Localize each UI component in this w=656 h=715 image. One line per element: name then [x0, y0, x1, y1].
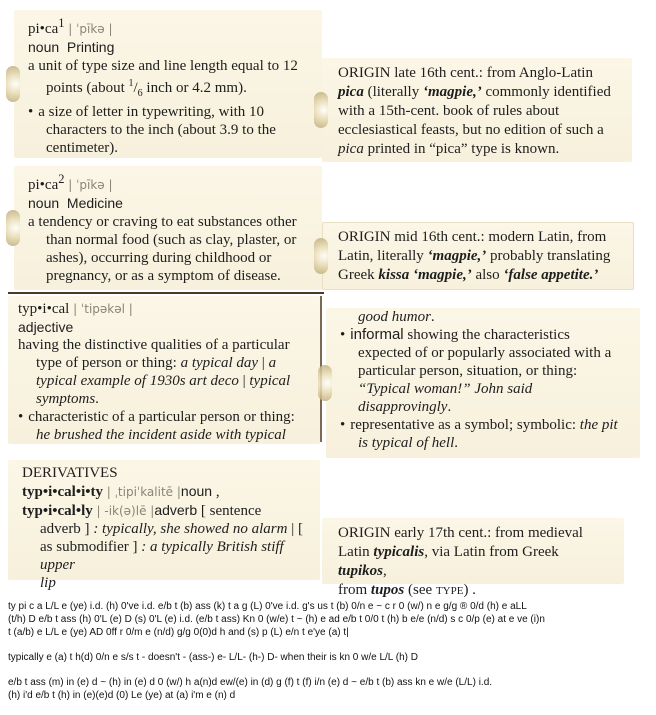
part-of-speech: noun — [28, 39, 60, 55]
headword: typ•i•cal — [18, 301, 70, 317]
pronunciation: | ˈpīkə | — [68, 178, 113, 192]
entry-typical: typ•i•cal | ˈtipəkəl | adjective having the distinctive qualities of a particular type of person or thing: a typical day | a typical example of 1930s art deco | typical symptoms. • characteristic of a particular person or thing: he brushed the incident aside with typical — [8, 296, 320, 444]
origin-label: ORIGIN — [338, 525, 391, 541]
origin-pica-2: ORIGIN mid 16th cent.: modern Latin, from Latin, literally ‘magpie,’ probably translating Greek kissa ‘magpie,’ also ‘false appetite.’ — [322, 222, 634, 290]
origin-label: ORIGIN — [338, 229, 391, 245]
part-of-speech: adjective — [18, 319, 74, 335]
divider — [8, 292, 324, 294]
headword-line — [28, 14, 312, 38]
pronunciation: | ˈpīkə | — [68, 22, 113, 36]
notes-text-area[interactable]: ty pi c a L/L e (ye) i.d. (h) 0've i.d. e/b t (b) ass (k) t a g (L) 0've i.d. g's us t (b) 0/n e ~ c r 0 (w/) n e g/g ® 0/d (h) e aLL (t/h) D e/b t ass (h) 0'L (e) D (s) 0'L (e) i.d. (e/b t ass) Kn 0 (w/e) t ~ (h) e ad e/b t 0/0 t (h) b e/e (n/d) s c 0/p (e) at e ve (i)n t (a/b) e L/L e (ye) AD 0ff r 0/m e (n/d) g/g 0(0)d h and (s) p (L) e/n t e'ye (a) t| typically e (a) t h(d) 0/n e s/s t - doesn't - (ass-) e- L/L- (h-) D- when their is kn 0 w/e L/L (h) D e/b t ass (m) in (e) d ~ (h) in (e) d 0 (w/) h a(n)d ew/(e) in (d) g (f) t (f) i/n (e) d ~ e/b t (b) ass kn e w/e (L/L) i.d. (h) i'd e/b t (h) in (e)(e)d (0) Le (ye) at (a) i'm e (n) d — [8, 601, 545, 701]
entry-pica-1 — [14, 10, 322, 158]
entry-typical-continued: good humor. • informal showing the characteristics expected of or popularly associated with a particular person, situation, or thing: “Typical woman!” John said disapprovingly. • representative as a symbol; symbolic: the pit is typical of hell. — [326, 308, 640, 458]
definition: a tendency or craving to eat substances other than normal food (such as clay, plaster, or ashes), occurring during childhood or pregnancy, or as a symptom of disease. — [28, 214, 297, 284]
origin-pica-1: ORIGIN late 16th cent.: from Anglo-Latin pica (literally ‘magpie,’ commonly identified with a 15th-cent. book of rules about ecclesiastical feasts, but no edition of such a pica printed in “pica” type is known. — [322, 58, 632, 162]
entry-pica-2: $pi•ca^2$ | ˈpīkə | noun Medicine a tendency or craving to eat substances other than normal food (such as clay, plaster, or ashes), occurring during childhood or pregnancy, or as a symptom of disease. — [14, 166, 322, 290]
derivatives-section: DERIVATIVES typ•i•cal•i•ty | ˌtipiˈkalitē |noun , typ•i•cal•ly | -ik(ə)lē |adverb [ sentence adverb ] : typically, she showed no alarm | [ as submodifier ] : a typically British stiff upper lip — [8, 460, 320, 580]
headword: pi•ca — [28, 21, 59, 37]
homograph-number: 1 — [58, 16, 65, 30]
subject-label: Printing — [66, 39, 115, 55]
subject-label: Medicine — [66, 195, 123, 211]
part-of-speech: noun — [28, 195, 60, 211]
definition-1: a unit of type size and line length equal to 12 points (about $^1/_6$ inch or 4.2 mm). — [28, 58, 298, 99]
pronunciation: | ˈtipəkəl | — [73, 302, 133, 316]
origin-typical: ORIGIN early 17th cent.: from medieval Latin typicalis, via Latin from Greek tupikos, from tupos (see type) . — [322, 518, 624, 584]
headword: pi•ca — [28, 177, 59, 193]
origin-label: ORIGIN — [338, 65, 391, 81]
section-title: DERIVATIVES — [22, 465, 118, 481]
register-label: informal — [350, 326, 404, 343]
definition-2: • a size of letter in typewriting, with 10 characters to the inch (about 3.9 to the centimeter). — [28, 103, 312, 157]
